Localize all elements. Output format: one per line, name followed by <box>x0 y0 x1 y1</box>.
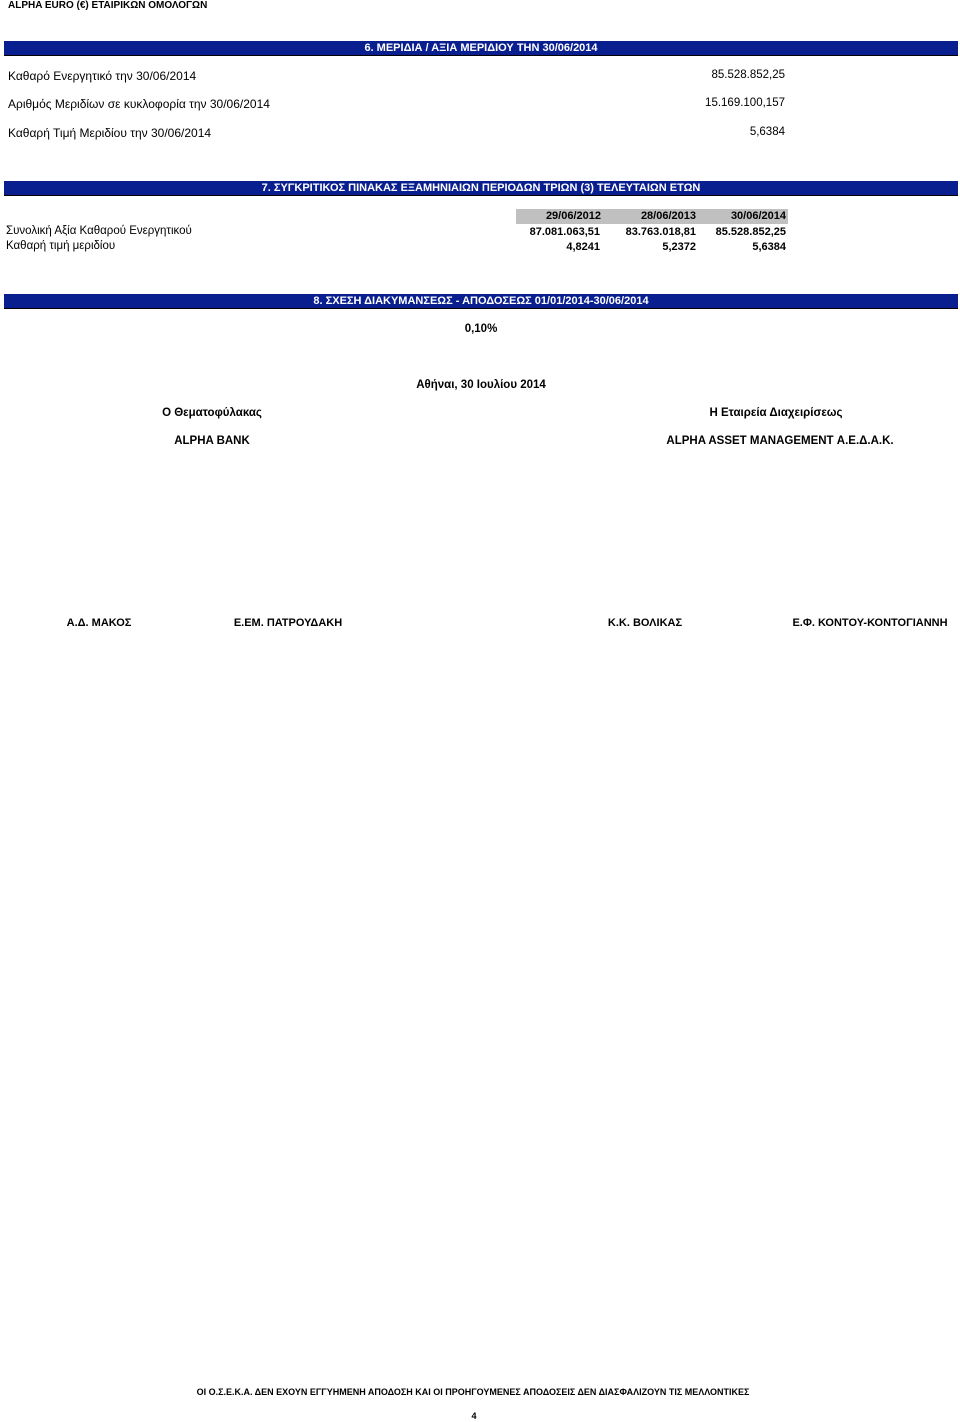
document-header: ALPHA EURO (€) ΕΤΑΙΡΙΚΩΝ ΟΜΟΛΟΓΩΝ <box>8 0 208 11</box>
unit-price-value: 5,6384 <box>749 126 785 138</box>
unit-price-2013: 5,2372 <box>662 241 696 253</box>
column-header-2014: 30/06/2014 <box>696 209 788 224</box>
section-8-title: 8. ΣΧΕΣΗ ΔΙΑΚΥΜΑΝΣΕΩΣ - ΑΠΟΔΟΣΕΩΣ 01/01/2014-30/06/2014 <box>4 294 958 309</box>
net-assets-value: 85.528.852,25 <box>711 69 785 81</box>
volatility-return-value: 0,10% <box>464 323 498 335</box>
section-7-title: 7. ΣΥΓΚΡΙΤΙΚΟΣ ΠΙΝΑΚΑΣ ΕΞΑΜΗΝΙΑΙΩΝ ΠΕΡΙΟΔΩΝ ΤΡΙΩΝ (3) ΤΕΛΕΥΤΑΙΩΝ ΕΤΩΝ <box>4 181 958 196</box>
custodian-name: ALPHA BANK <box>174 435 250 447</box>
column-header-2012: 29/06/2012 <box>516 209 601 224</box>
unit-price-2014: 5,6384 <box>752 241 786 253</box>
net-assets-label: Καθαρό Ενεργητικό την 30/06/2014 <box>8 69 197 83</box>
unit-price-2012: 4,8241 <box>566 241 600 253</box>
total-nav-label: Συνολική Αξία Καθαρού Ενεργητικού <box>6 225 192 237</box>
units-outstanding-value: 15.169.100,157 <box>705 97 785 109</box>
unit-price-label: Καθαρή Τιμή Μεριδίου την 30/06/2014 <box>8 126 212 140</box>
manager-title: Η Εταιρεία Διαχειρίσεως <box>709 407 843 419</box>
total-nav-2014: 85.528.852,25 <box>715 226 786 238</box>
signer-1: Α.Δ. ΜΑΚΟΣ <box>66 617 132 629</box>
units-outstanding-label: Αριθμός Μεριδίων σε κυκλοφορία την 30/06/2014 <box>8 97 270 111</box>
signer-3: Κ.Κ. ΒΟΛΙΚΑΣ <box>607 617 683 629</box>
total-nav-2013: 83.763.018,81 <box>625 226 696 238</box>
signer-4: Ε.Φ. ΚΟΝΤΟΥ-ΚΟΝΤΟΓΙΑΝΝΗ <box>792 617 948 629</box>
column-header-2013: 28/06/2013 <box>601 209 696 224</box>
custodian-title: Ο Θεματοφύλακας <box>162 407 262 419</box>
section-6-title: 6. ΜΕΡΙΔΙΑ / ΑΞΙΑ ΜΕΡΙΔΙΟΥ ΤΗΝ 30/06/2014 <box>4 41 958 56</box>
page-number: 4 <box>471 1411 477 1421</box>
place-date: Αθήναι, 30 Ιουλίου 2014 <box>416 379 546 391</box>
manager-name: ALPHA ASSET MANAGEMENT Α.Ε.Δ.Α.Κ. <box>666 435 894 447</box>
unit-price-row-label: Καθαρή τιμή μεριδίου <box>6 240 116 252</box>
footer-disclaimer: ΟΙ Ο.Σ.Ε.Κ.Α. ΔΕΝ ΕΧΟΥΝ ΕΓΓΥΗΜΕΝΗ ΑΠΟΔΟΣΗ ΚΑΙ ΟΙ ΠΡΟΗΓΟΥΜΕΝΕΣ ΑΠΟΔΟΣΕΙΣ ΔΕΝ ΔΙΑΣΦΑΛΙΖΟΥΝ ΤΙΣ ΜΕΛΛΟΝΤΙΚΕΣ <box>196 1387 750 1397</box>
total-nav-2012: 87.081.063,51 <box>529 226 600 238</box>
signer-2: Ε.ΕΜ. ΠΑΤΡΟΥΔΑΚΗ <box>233 617 343 629</box>
